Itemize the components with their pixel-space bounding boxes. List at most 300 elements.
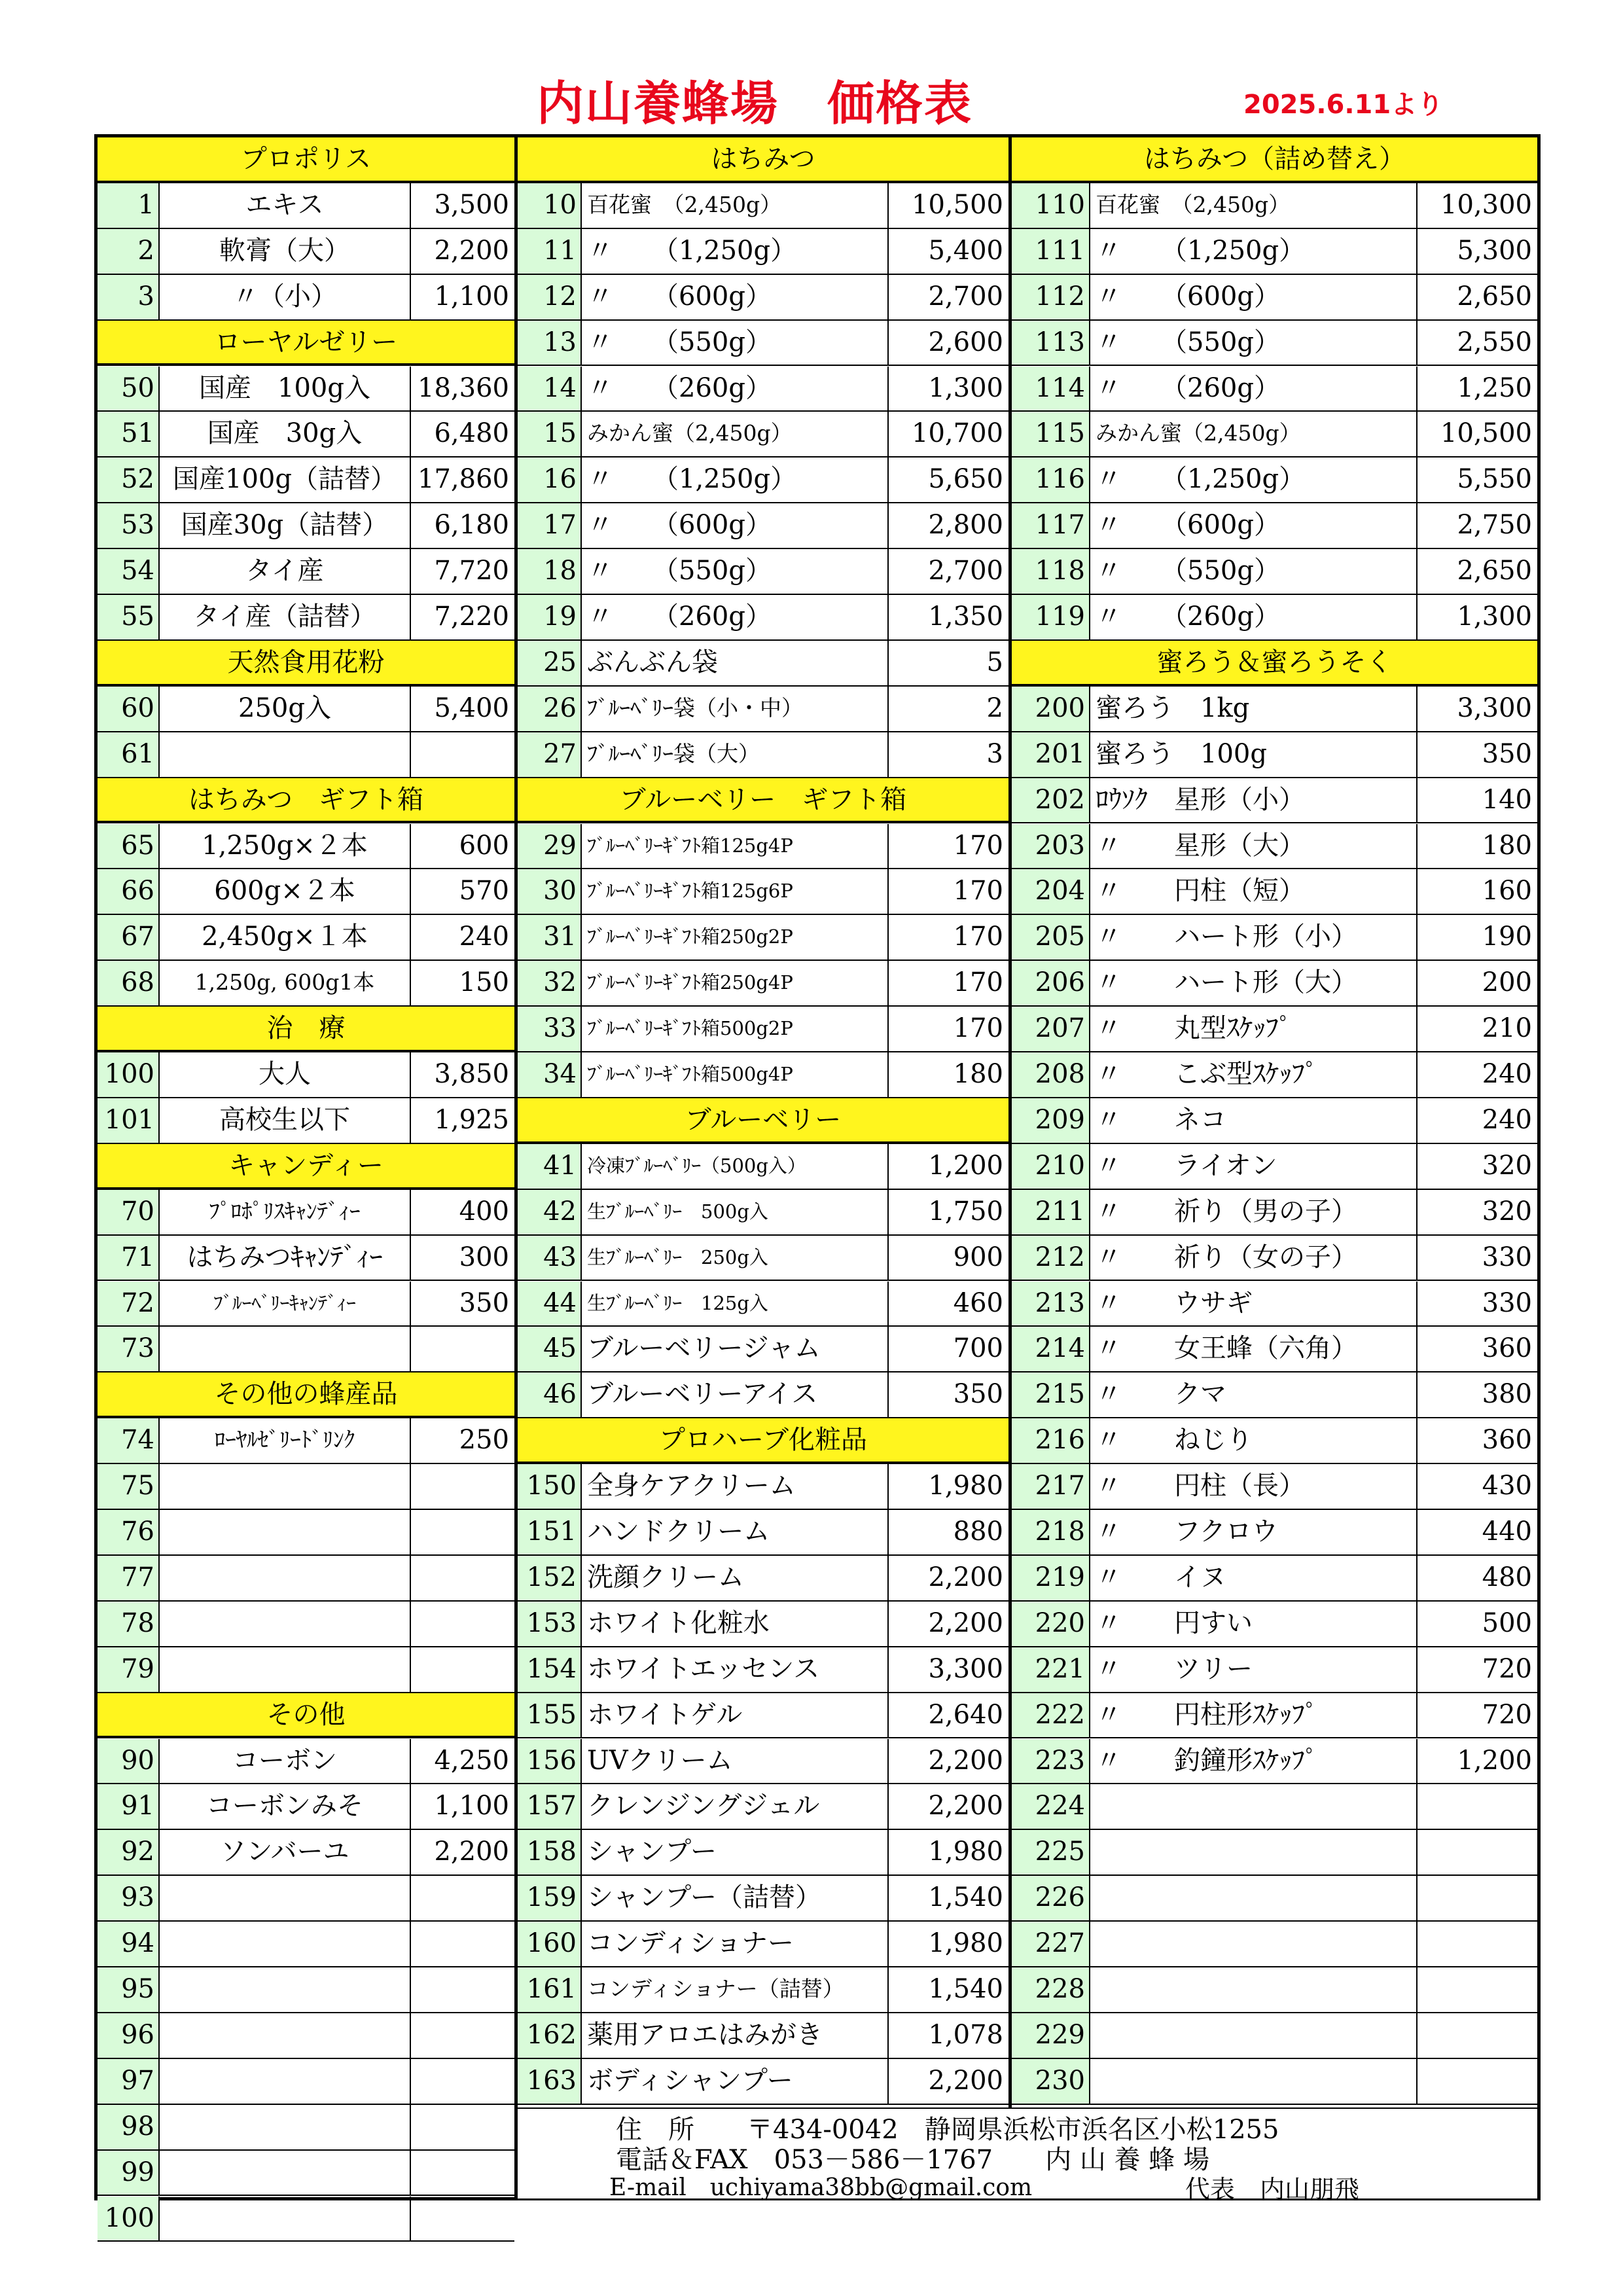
item-price: 2,200 <box>887 1602 1008 1646</box>
page-title: 内山養蜂場 価格表 <box>537 76 973 131</box>
item-number: 31 <box>518 915 582 960</box>
price-row <box>1012 732 1537 778</box>
price-row <box>98 869 514 915</box>
price-row <box>98 1967 514 2013</box>
item-price: 400 <box>410 1190 514 1234</box>
item-price <box>1416 2013 1537 2058</box>
section-header: 蜜ろう＆蜜ろうそく <box>1012 641 1537 687</box>
item-number: 150 <box>518 1464 582 1509</box>
price-row <box>518 2059 1008 2105</box>
price-row <box>98 549 514 595</box>
item-name <box>160 1556 410 1600</box>
item-price: 2 <box>887 687 1008 731</box>
item-price: 600 <box>410 824 514 869</box>
item-price: 1,540 <box>887 1967 1008 2012</box>
item-name: コーボン <box>232 1745 337 1776</box>
item-name: 〃 （600g） <box>587 510 772 541</box>
item-number: 209 <box>1012 1098 1090 1143</box>
item-price <box>410 1876 514 1920</box>
item-price: 170 <box>887 1007 1008 1051</box>
item-price: 3,850 <box>410 1052 514 1097</box>
item-name: 薬用アロエはみがき <box>587 2019 823 2050</box>
price-row <box>98 1190 514 1236</box>
item-name: ブルーベリージャム <box>587 1333 821 1364</box>
price-row <box>1012 1967 1537 2013</box>
item-name: 百花蜜 （2,450g） <box>587 191 782 217</box>
item-price: 5,300 <box>1416 229 1537 274</box>
price-row <box>98 824 514 870</box>
item-name <box>1090 1876 1416 1920</box>
item-number: 152 <box>518 1556 582 1600</box>
item-price: 3 <box>887 732 1008 777</box>
price-row <box>518 915 1008 961</box>
item-name: 〃 ウサギ <box>1096 1287 1253 1318</box>
item-number: 65 <box>98 824 160 869</box>
price-row <box>518 1602 1008 1647</box>
item-number: 112 <box>1012 275 1090 319</box>
item-number: 90 <box>98 1739 160 1784</box>
price-row <box>1012 229 1537 275</box>
item-number: 205 <box>1012 915 1090 960</box>
item-name: 2,450g×１本 <box>202 922 368 952</box>
item-number: 92 <box>98 1830 160 1874</box>
price-row <box>518 641 1008 687</box>
item-number: 153 <box>518 1602 582 1646</box>
item-price: 480 <box>1416 1556 1537 1600</box>
item-price: 330 <box>1416 1236 1537 1280</box>
price-row <box>518 275 1008 321</box>
item-number: 219 <box>1012 1556 1090 1600</box>
price-row <box>1012 1190 1537 1236</box>
email: E-mail uchiyama38bb@gmail.com <box>609 2174 1033 2201</box>
item-price: 2,700 <box>887 275 1008 319</box>
section-header: 治 療 <box>98 1007 514 1052</box>
item-number: 155 <box>518 1693 582 1738</box>
item-price: 170 <box>887 869 1008 914</box>
item-price: 500 <box>1416 1602 1537 1646</box>
price-row <box>518 1282 1008 1327</box>
item-number: 43 <box>518 1236 582 1280</box>
price-row <box>98 2059 514 2105</box>
item-number: 33 <box>518 1007 582 1051</box>
item-price: 10,500 <box>1416 412 1537 456</box>
item-price: 430 <box>1416 1464 1537 1509</box>
item-price: 460 <box>887 1282 1008 1326</box>
item-price: 350 <box>410 1282 514 1326</box>
price-row <box>98 457 514 503</box>
item-price: 5,550 <box>1416 457 1537 502</box>
item-price: 1,540 <box>887 1876 1008 1920</box>
item-number: 17 <box>518 503 582 548</box>
item-number: 41 <box>518 1144 582 1189</box>
item-name: 冷凍ﾌﾞﾙｰﾍﾞﾘｰ（500g入） <box>587 1154 806 1177</box>
item-price: 200 <box>1416 961 1537 1005</box>
price-row <box>1012 549 1537 595</box>
item-number: 34 <box>518 1052 582 1097</box>
item-price: 2,200 <box>887 1739 1008 1784</box>
item-name: 〃 （600g） <box>1096 510 1280 541</box>
item-name: ハンドクリーム <box>587 1516 770 1547</box>
item-name: 蜜ろう 1kg <box>1096 692 1250 723</box>
item-name: 〃 祈り（女の子） <box>1096 1242 1357 1272</box>
section-header: ブルーベリー <box>518 1098 1008 1144</box>
item-number: 50 <box>98 367 160 411</box>
item-number: 18 <box>518 549 582 594</box>
section-header: その他 <box>98 1693 514 1739</box>
item-price: 6,480 <box>410 412 514 456</box>
price-row <box>518 1922 1008 1967</box>
price-row <box>1012 1602 1537 1647</box>
price-row <box>518 732 1008 778</box>
price-row <box>518 1739 1008 1785</box>
item-name <box>160 1967 410 2012</box>
item-name <box>160 1510 410 1554</box>
item-price <box>410 1556 514 1600</box>
price-row <box>1012 778 1537 824</box>
section-header: はちみつ ギフト箱 <box>98 778 514 824</box>
item-number: 211 <box>1012 1190 1090 1234</box>
section-header: はちみつ <box>518 137 1008 183</box>
item-name: 〃 ライオン <box>1096 1150 1277 1181</box>
item-name <box>1090 2059 1416 2104</box>
price-row <box>98 1098 514 1144</box>
price-row <box>98 1876 514 1922</box>
item-number: 12 <box>518 275 582 319</box>
item-name: 〃 クマ <box>1096 1379 1226 1410</box>
item-price: 2,650 <box>1416 549 1537 594</box>
item-price: 2,200 <box>410 1830 514 1874</box>
item-name: 〃 フクロウ <box>1096 1516 1278 1547</box>
price-row <box>1012 961 1537 1007</box>
item-name: 高校生以下 <box>219 1104 350 1135</box>
price-row <box>98 275 514 321</box>
item-name: 大人 <box>259 1059 311 1089</box>
item-name: 〃 ハート形（大） <box>1096 967 1357 998</box>
item-name <box>1090 2013 1416 2058</box>
item-name: ブルーベリーアイス <box>587 1379 818 1410</box>
item-name: 〃 円柱（短） <box>1096 876 1305 906</box>
item-price: 5,650 <box>887 457 1008 502</box>
item-price: 720 <box>1416 1693 1537 1738</box>
item-name: 〃 イヌ <box>1096 1562 1226 1592</box>
price-row <box>518 1372 1008 1418</box>
item-price: 720 <box>1416 1647 1537 1692</box>
item-name: 〃 （550g） <box>1096 556 1280 586</box>
item-number: 158 <box>518 1830 582 1874</box>
item-name: みかん蜜（2,450g） <box>587 420 793 446</box>
item-price: 1,300 <box>887 367 1008 411</box>
item-price <box>1416 2059 1537 2104</box>
price-row <box>518 183 1008 229</box>
item-price: 380 <box>1416 1372 1537 1417</box>
item-number: 212 <box>1012 1236 1090 1280</box>
item-price: 240 <box>1416 1098 1537 1143</box>
item-name <box>160 1876 410 1920</box>
item-name: 〃 丸型ｽｹｯﾌﾟ <box>1096 1013 1292 1044</box>
item-name: エキス <box>245 189 324 220</box>
item-number: 78 <box>98 1602 160 1646</box>
section-header: プロハーブ化粧品 <box>518 1418 1008 1464</box>
item-price: 1,980 <box>887 1464 1008 1509</box>
item-name: UVクリーム <box>587 1745 733 1776</box>
price-row <box>1012 503 1537 549</box>
item-number: 214 <box>1012 1327 1090 1371</box>
item-name: コンディショナー（詰替） <box>587 1976 844 2001</box>
price-row <box>98 503 514 549</box>
price-row <box>1012 1144 1537 1190</box>
price-row <box>518 1510 1008 1556</box>
price-row <box>518 457 1008 503</box>
item-name: 1,250g×２本 <box>202 830 368 861</box>
item-name: ﾌﾞﾙｰﾍﾞﾘｰｷﾞﾌﾄ箱250g4P <box>587 971 793 994</box>
item-name: 600g×２本 <box>214 876 355 906</box>
item-price <box>1416 1876 1537 1920</box>
item-number: 101 <box>98 1098 160 1143</box>
price-row <box>1012 321 1537 367</box>
item-price: 180 <box>1416 824 1537 869</box>
price-row <box>518 961 1008 1007</box>
item-price: 5,400 <box>887 229 1008 274</box>
item-number: 96 <box>98 2013 160 2058</box>
price-row <box>518 503 1008 549</box>
item-name: 〃 （600g） <box>1096 281 1280 312</box>
item-number: 19 <box>518 595 582 639</box>
price-row <box>518 1693 1008 1739</box>
item-price <box>410 1464 514 1509</box>
item-price: 350 <box>1416 732 1537 777</box>
item-number: 67 <box>98 915 160 960</box>
item-number: 79 <box>98 1647 160 1692</box>
item-name: ホワイトゲル <box>587 1699 743 1730</box>
item-price: 300 <box>410 1236 514 1280</box>
item-name: 百花蜜 （2,450g） <box>1096 191 1291 217</box>
column-left <box>98 137 514 2233</box>
item-price: 900 <box>887 1236 1008 1280</box>
item-number: 110 <box>1012 183 1090 228</box>
item-price: 2,600 <box>887 321 1008 365</box>
item-name <box>160 1464 410 1509</box>
item-number: 94 <box>98 1922 160 1966</box>
item-number: 66 <box>98 869 160 914</box>
section-header: はちみつ（詰め替え） <box>1012 137 1537 183</box>
item-name: タイ産 <box>245 556 324 586</box>
item-name: 〃 こぶ型ｽｹｯﾌﾟ <box>1096 1059 1318 1089</box>
item-number: 68 <box>98 961 160 1005</box>
item-number: 215 <box>1012 1372 1090 1417</box>
item-price: 1,200 <box>887 1144 1008 1189</box>
price-row <box>518 1784 1008 1830</box>
representative: 代表 内山朋飛 <box>1185 2175 1360 2204</box>
item-name: ﾌﾞﾙｰﾍﾞﾘｰｷﾞﾌﾄ箱500g2P <box>587 1017 793 1040</box>
price-row <box>518 321 1008 367</box>
price-row <box>1012 1647 1537 1693</box>
section-header: 天然食用花粉 <box>98 641 514 687</box>
price-row <box>518 1647 1008 1693</box>
item-price: 440 <box>1416 1510 1537 1554</box>
item-name: ﾛｰﾔﾙｾﾞﾘｰﾄﾞﾘﾝｸ <box>214 1427 355 1453</box>
item-price: 1,100 <box>410 1784 514 1829</box>
item-name: ﾌﾞﾙｰﾍﾞﾘｰｷﾞﾌﾄ箱500g4P <box>587 1063 793 1085</box>
price-row <box>1012 1922 1537 1967</box>
item-number: 14 <box>518 367 582 411</box>
item-price: 880 <box>887 1510 1008 1554</box>
item-number: 51 <box>98 412 160 456</box>
item-number: 201 <box>1012 732 1090 777</box>
price-row <box>98 1464 514 1510</box>
item-name <box>160 2151 410 2195</box>
item-price: 7,220 <box>410 595 514 639</box>
item-name: シャンプー <box>587 1837 717 1867</box>
item-price: 1,100 <box>410 275 514 319</box>
item-number: 27 <box>518 732 582 777</box>
item-price: 5 <box>887 641 1008 685</box>
item-price <box>410 1510 514 1554</box>
price-row <box>518 367 1008 412</box>
item-number: 44 <box>518 1282 582 1326</box>
item-price: 2,700 <box>887 549 1008 594</box>
item-name: 〃 （260g） <box>587 601 772 632</box>
price-row <box>1012 1098 1537 1144</box>
section-header: ローヤルゼリー <box>98 321 514 367</box>
item-name: クレンジングジェル <box>587 1791 820 1821</box>
item-number: 207 <box>1012 1007 1090 1051</box>
price-row <box>1012 183 1537 229</box>
item-name <box>160 1647 410 1692</box>
price-row <box>1012 1784 1537 1830</box>
item-number: 222 <box>1012 1693 1090 1738</box>
price-row <box>1012 1007 1537 1052</box>
item-name: 〃 （1,250g） <box>1096 235 1306 266</box>
item-number: 32 <box>518 961 582 1005</box>
price-row <box>98 367 514 412</box>
item-price: 7,720 <box>410 549 514 594</box>
item-number: 161 <box>518 1967 582 2012</box>
price-row <box>98 961 514 1007</box>
item-price: 3,300 <box>1416 687 1537 731</box>
price-row <box>98 2105 514 2151</box>
item-number: 100 <box>98 1052 160 1097</box>
item-number: 55 <box>98 595 160 639</box>
price-row <box>1012 457 1537 503</box>
item-number: 54 <box>98 549 160 594</box>
item-number: 98 <box>98 2105 160 2149</box>
item-name: 国産100g（詰替） <box>173 464 397 495</box>
item-price <box>410 2013 514 2058</box>
item-name: 蜜ろう 100g <box>1096 738 1267 769</box>
price-row <box>1012 915 1537 961</box>
item-number: 210 <box>1012 1144 1090 1189</box>
item-price: 6,180 <box>410 503 514 548</box>
item-name: ﾌﾞﾙｰﾍﾞﾘｰｷﾞﾌﾄ箱250g2P <box>587 925 793 948</box>
item-number: 74 <box>98 1418 160 1463</box>
item-number: 223 <box>1012 1739 1090 1784</box>
item-price: 2,650 <box>1416 275 1537 319</box>
item-price: 320 <box>1416 1144 1537 1189</box>
item-number: 76 <box>98 1510 160 1554</box>
item-name: 〃 釣鐘形ｽｹｯﾌﾟ <box>1096 1745 1318 1776</box>
item-name: 〃 （260g） <box>1096 372 1280 403</box>
price-row <box>1012 1739 1537 1785</box>
item-name: 〃 ツリー <box>1096 1653 1253 1684</box>
price-row <box>1012 687 1537 732</box>
price-row <box>98 915 514 961</box>
item-number: 97 <box>98 2059 160 2104</box>
item-price: 2,640 <box>887 1693 1008 1738</box>
price-row <box>1012 1372 1537 1418</box>
price-row <box>518 1967 1008 2013</box>
item-name <box>160 2197 410 2241</box>
item-price: 700 <box>887 1327 1008 1371</box>
item-number: 75 <box>98 1464 160 1509</box>
item-number: 154 <box>518 1647 582 1692</box>
item-price: 150 <box>410 961 514 1005</box>
section-header: プロポリス <box>98 137 514 183</box>
item-price: 10,500 <box>887 183 1008 228</box>
item-price <box>410 1922 514 1966</box>
item-name: 〃 （550g） <box>1096 327 1280 357</box>
price-row <box>1012 869 1537 915</box>
item-number: 162 <box>518 2013 582 2058</box>
item-name <box>1090 1830 1416 1874</box>
price-row <box>98 1647 514 1693</box>
item-number: 16 <box>518 457 582 502</box>
item-number: 160 <box>518 1922 582 1966</box>
item-number: 26 <box>518 687 582 731</box>
item-name: 〃 円柱形ｽｹｯﾌﾟ <box>1096 1699 1318 1730</box>
price-row <box>98 1327 514 1372</box>
item-number: 119 <box>1012 595 1090 639</box>
item-name: ﾌﾞﾙｰﾍﾞﾘｰ袋（大） <box>587 740 760 766</box>
item-name: タイ産（詰替） <box>193 601 376 632</box>
item-price: 140 <box>1416 778 1537 823</box>
item-name <box>160 2059 410 2104</box>
item-price: 2,200 <box>887 1784 1008 1829</box>
item-name: 〃 円柱（長） <box>1096 1471 1305 1501</box>
item-number: 70 <box>98 1190 160 1234</box>
item-name: はちみつｷｬﾝﾃﾞｨｰ <box>187 1242 383 1272</box>
item-number: 208 <box>1012 1052 1090 1097</box>
item-number: 115 <box>1012 412 1090 456</box>
item-number: 111 <box>1012 229 1090 274</box>
price-row <box>98 412 514 457</box>
item-name: ﾛｳｿｸ 星形（小） <box>1096 784 1305 815</box>
price-row <box>98 1510 514 1556</box>
item-name: 国産 30g入 <box>207 418 363 449</box>
item-price: 240 <box>1416 1052 1537 1097</box>
item-price <box>410 2197 514 2241</box>
item-number: 42 <box>518 1190 582 1234</box>
price-row <box>98 229 514 275</box>
item-number: 151 <box>518 1510 582 1554</box>
item-price: 2,200 <box>410 229 514 274</box>
price-row <box>98 1739 514 1785</box>
item-name: ソンバーユ <box>220 1837 349 1867</box>
item-number: 200 <box>1012 687 1090 731</box>
item-number: 227 <box>1012 1922 1090 1966</box>
price-row <box>518 687 1008 732</box>
item-price: 10,700 <box>887 412 1008 456</box>
item-price: 330 <box>1416 1282 1537 1326</box>
item-name: 軟膏（大） <box>219 235 350 266</box>
item-number: 72 <box>98 1282 160 1326</box>
item-name <box>160 1922 410 1966</box>
item-price: 250 <box>410 1418 514 1463</box>
item-price: 1,980 <box>887 1830 1008 1874</box>
item-price: 4,250 <box>410 1739 514 1784</box>
item-name: 国産 100g入 <box>199 372 370 403</box>
item-number: 45 <box>518 1327 582 1371</box>
item-name: 〃 星形（大） <box>1096 830 1305 861</box>
